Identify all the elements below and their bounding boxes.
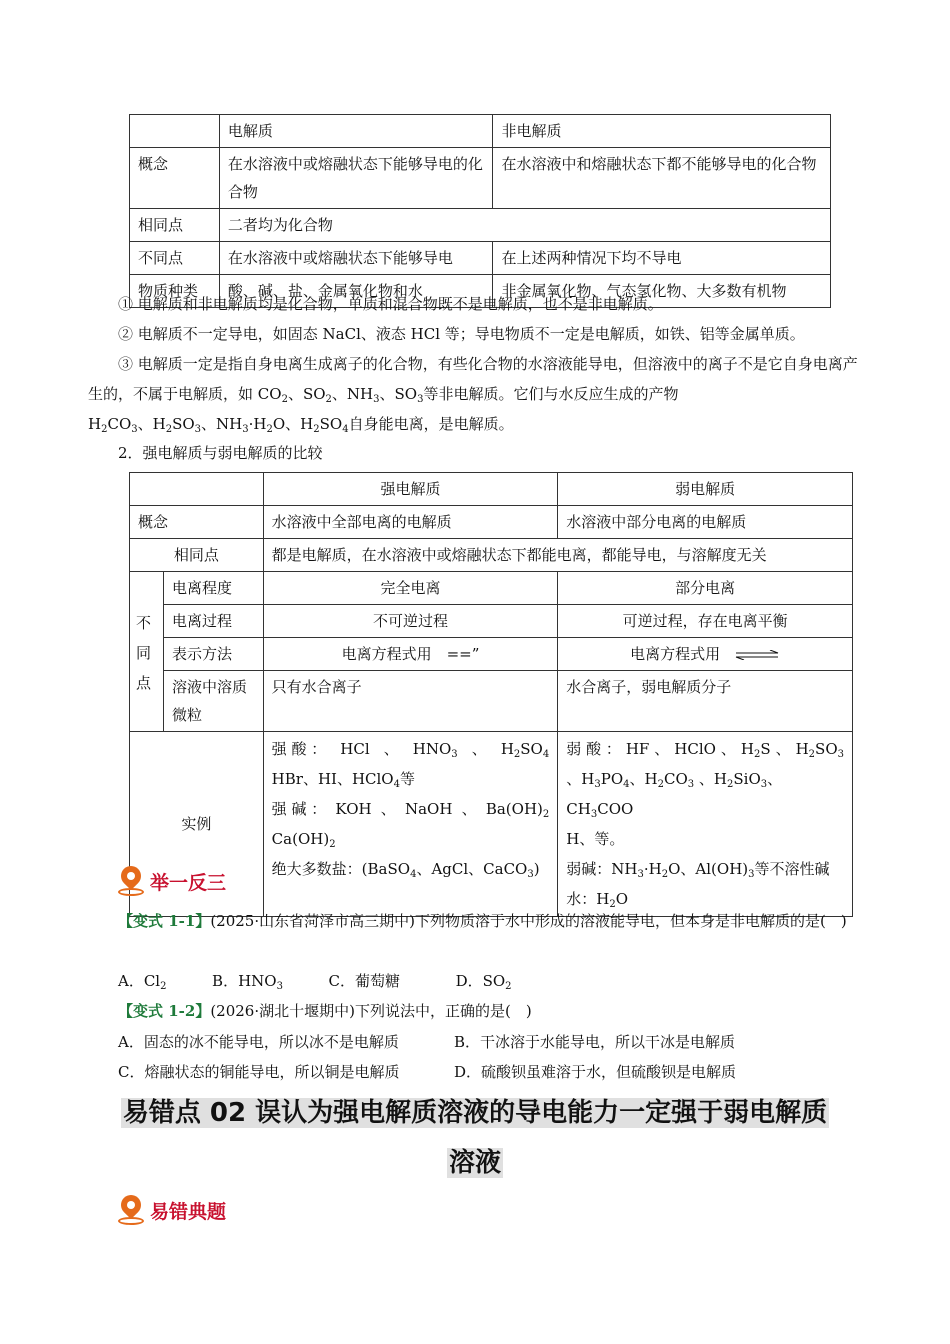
- error-point-heading-cont: [0, 1136, 950, 1190]
- table-cell: 在水溶液中或熔融状态下能够导电: [219, 242, 493, 275]
- question-1-options: [118, 966, 512, 996]
- option-c[interactable]: C．熔融状态的铜能导电，所以铜是电解质: [118, 1063, 400, 1081]
- location-pin-icon: [118, 1195, 144, 1225]
- table-row: [130, 572, 853, 605]
- table-cell: 电离过程: [163, 605, 263, 638]
- table-row: [130, 506, 853, 539]
- table-cell: 弱 酸 ： HF 、 HClO 、 $H_2S$ 、 $H_2SO_3$ 、$H_3PO_4$、$H_2CO_3$ 、$H_2SiO_3$、$CH_3COO$ H、等。 弱碱：$NH_3\cdot H_2O$、$Al(OH)_3$等不溶性碱 水：$H_2O$: [558, 732, 853, 917]
- question-2-options-row-2: [118, 1057, 736, 1087]
- weak-acid-line: 弱 酸 ： HF 、 HClO 、 $H_2S$ 、 $H_2SO_3$: [566, 734, 844, 764]
- heading-line-1: 易错点 02 误认为强电解质溶液的导电能力一定强于弱电解质: [122, 1098, 828, 1128]
- strong-weak-table: [129, 472, 853, 917]
- table-cell: 概念: [130, 506, 264, 539]
- section-2-title: 2．强电解质与弱电解质的比较: [118, 444, 323, 462]
- option-a[interactable]: A．$Cl_2$: [118, 972, 167, 992]
- table-cell: 物质种类: [130, 275, 220, 308]
- table-row: [130, 605, 853, 638]
- option-b[interactable]: B．$HNO_3$: [212, 972, 283, 992]
- table-cell: 水溶液中全部电离的电解质: [263, 506, 558, 539]
- table-cell: 完全电离: [263, 572, 558, 605]
- weak-base-label: 弱碱：NH: [566, 860, 638, 878]
- option-b[interactable]: B．干冰溶于水能导电，所以干冰是电解质: [454, 1033, 736, 1051]
- table-cell: 电离程度: [163, 572, 263, 605]
- table-cell: 弱电解质: [558, 473, 853, 506]
- location-pin-icon: [118, 866, 144, 896]
- question-1-tag: 【变式 1-1】: [118, 912, 211, 930]
- table-cell: 在上述两种情况下均不导电: [493, 242, 831, 275]
- diff-label: 不同点: [136, 614, 152, 692]
- table-cell: 相同点: [130, 209, 220, 242]
- option-d[interactable]: D．$SO_2$: [455, 972, 512, 992]
- reversible-arrow-icon: [734, 650, 780, 660]
- note-3-text-c: 自身能电离，是电解质。: [348, 415, 514, 433]
- table-row: [130, 638, 853, 671]
- table-cell: 都是电解质，在水溶液中或熔融状态下都能电离，都能导电，与溶解度无关: [263, 539, 852, 572]
- table-cell: 强电解质: [263, 473, 558, 506]
- table-cell: 二者均为化合物: [219, 209, 830, 242]
- option-a[interactable]: A．固态的冰不能导电，所以冰不是电解质: [118, 1033, 399, 1051]
- table-cell: 只有水合离子: [263, 671, 558, 732]
- table-cell: 表示方法: [163, 638, 263, 671]
- question-2-tag: 【变式 1-2】: [118, 1002, 211, 1020]
- strong-base-label: 强 碱 ：: [271, 800, 327, 818]
- strong-acid-line: 强 酸 ： HCl 、 $HNO_3$ 、 $H_2SO_4$: [272, 734, 550, 764]
- table-cell: 部分电离: [558, 572, 853, 605]
- practice-title: 举一反三: [150, 871, 227, 894]
- heading-line-2: 溶液: [448, 1148, 501, 1178]
- table-cell: 在水溶液中和熔融状态下都不能够导电的化合物: [493, 148, 831, 209]
- table-cell: 水溶液中部分电离的电解质: [558, 506, 853, 539]
- table-cell: 溶液中溶质微粒: [163, 671, 263, 732]
- salt-label: 绝大多数盐：(BaSO: [271, 860, 411, 878]
- option-d[interactable]: D．硫酸钡虽难溶于水，但硫酸钡是电解质: [454, 1063, 737, 1081]
- question-2-text: (2026·湖北十堰期中)下列说法中，正确的是( ): [210, 1002, 532, 1020]
- table-row: [130, 242, 831, 275]
- table-cell: [130, 572, 164, 732]
- question-1-text: (2025·山东省菏泽市高三期中)下列物质溶于水中形成的溶液能导电，但本身是非电解质的是( ): [210, 912, 847, 930]
- table-row: [130, 115, 831, 148]
- table-row: [130, 732, 853, 917]
- table-cell: 概念: [130, 148, 220, 209]
- typical-title: 易错典题: [150, 1200, 227, 1223]
- table-cell: 电解质: [219, 115, 493, 148]
- error-point-heading: [0, 1086, 950, 1140]
- note-2: ② 电解质不一定导电，如固态 NaCl、液态 HCl 等；导电物质不一定是电解质，如铁、铝等金属单质。: [118, 325, 805, 343]
- water-label: 水：H: [566, 890, 610, 908]
- strong-acid-label: 强 酸 ：: [271, 740, 327, 758]
- typical-section-header: [118, 1195, 226, 1225]
- note-3: ③ 电解质一定是指自身电离生成离子的化合物，有些化合物的水溶液能导电，但溶液中的离子不是它自身电离产生的，不属于电解质，如 $CO_2$、$SO_2$、$NH_3$、$SO_3$等非电解质。它们与水反应生成的产物 $H_2CO_3$、$H_2SO_3$、$NH_3\cdot H_2O$、$H_2SO_4$自身能电离，是电解质。: [88, 355, 858, 435]
- table-cell: 相同点: [130, 539, 264, 572]
- table-cell: 强 酸 ： HCl 、 $HNO_3$ 、 $H_2SO_4$ HBr、HI、HClO$_4$等 强 碱 ： KOH 、 NaOH 、 $Ba(OH)_2$ $Ca(OH)_2$ 绝大多数盐：(BaSO$_4$、AgCl、CaCO$_3$): [263, 732, 558, 917]
- table-cell: 实例: [130, 732, 264, 917]
- table-row: [130, 539, 853, 572]
- table-row: [130, 473, 853, 506]
- note-3-text-b: 等非电解质。它们与水反应生成的产物: [423, 385, 679, 403]
- note-1: ① 电解质和非电解质均是化合物，单质和混合物既不是电解质，也不是非电解质。: [118, 295, 663, 313]
- option-c[interactable]: C．葡萄糖: [328, 972, 400, 990]
- equation-method-text: 电离方程式用: [630, 645, 721, 663]
- practice-section-header: [118, 866, 226, 896]
- table-row: [130, 209, 831, 242]
- question-2-options-row-1: [118, 1027, 735, 1057]
- table-cell: 水合离子，弱电解质分子: [558, 671, 853, 732]
- weak-acid-label: 弱 酸 ：: [566, 740, 621, 758]
- table-cell: 非金属氧化物、气态氢化物、大多数有机物: [493, 275, 831, 308]
- question-1: [88, 906, 863, 936]
- question-2: [88, 996, 868, 1026]
- table-cell: 酸、碱、盐、金属氧化物和水: [219, 275, 493, 308]
- table-row: [130, 671, 853, 732]
- note-3-text-a: ③ 电解质一定是指自身电离生成离子的化合物，有些化合物的水溶液能导电，但溶液中的离子不是它自身电离产生的，不属于电解质，如: [88, 355, 858, 403]
- electrolyte-table: [129, 114, 831, 308]
- table-cell: [558, 638, 853, 671]
- strong-base-line: 强 碱 ： KOH 、 NaOH 、 $Ba(OH)_2$: [272, 794, 550, 824]
- table-cell: 不同点: [130, 242, 220, 275]
- table-cell: 可逆过程，存在电离平衡: [558, 605, 853, 638]
- table-cell: 在水溶液中或熔融状态下能够导电的化合物: [219, 148, 493, 209]
- table-cell: 非电解质: [493, 115, 831, 148]
- table-cell: 不可逆过程: [263, 605, 558, 638]
- table-cell: [130, 473, 264, 506]
- table-row: [130, 148, 831, 209]
- table-cell: 电离方程式用 ==”: [263, 638, 558, 671]
- table-cell: [130, 115, 220, 148]
